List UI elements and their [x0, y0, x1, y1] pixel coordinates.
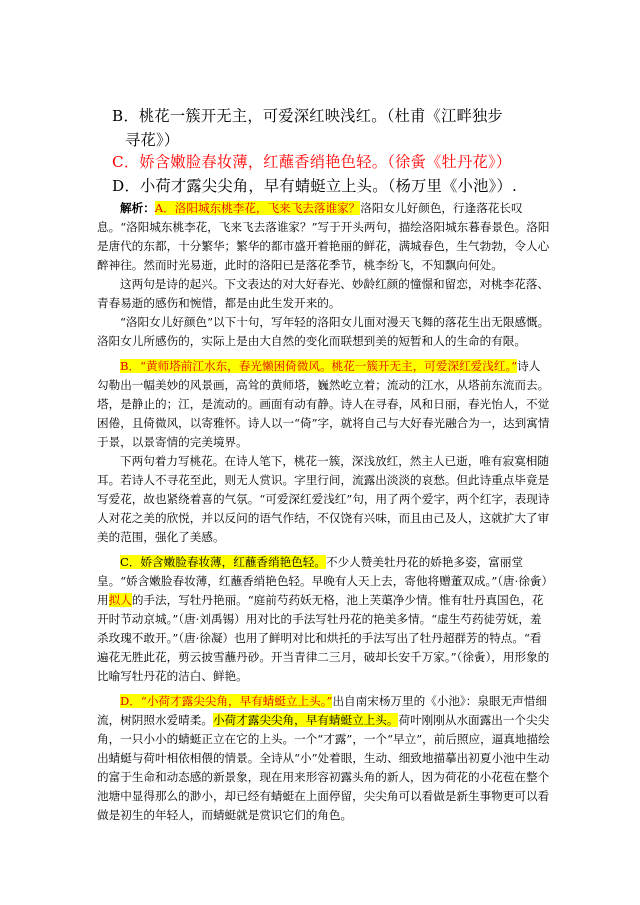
- highlight-b: B．“黄师塔前江水东，春光懒困倚微风。桃花一簇开无主，可爱深红爱浅红。”: [120, 359, 518, 373]
- analysis-paragraph-a: [97, 199, 551, 275]
- analysis-paragraph-c: [97, 553, 551, 686]
- analysis-d-text2: 荷叶刚刚从水面露出一个尖尖角，一只小小的蜻蜓正立在它的上头。一个“才露”，一个“早立”，前后照应，逼真地描绘出蜻蜓与荷叶相依相偎的情景。全诗从“小”处着眼，生动、细致地描摹出初夏小池中生动的富于生命和动态感的新景象，现在用来形容初露头角的新人，因为荷花的小花苞在整个池塘中显得那么的渺小，却已经有蜻蜓在上面停留，尖尖角可以看做是新生事物更可以看做是初生的年轻人，而蜻蜓就是赏识它们的角色。: [97, 713, 550, 822]
- analysis-label: 解析：: [120, 201, 155, 215]
- option-c: C．娇含嫩脸春妆薄，红蘸香绡艳色轻。（徐夤《牡丹花》）: [112, 153, 512, 171]
- analysis-paragraph-2: 这两句是诗的起兴。下文表达的对大好春光、妙龄红颜的憧憬和留恋，对桃李花落、青春易逝的感伤和惋惜，都是由此生发开来的。: [97, 277, 549, 310]
- analysis-body: [97, 199, 551, 825]
- analysis-paragraph-b: [97, 357, 551, 452]
- highlight-d: D．“小荷才露尖尖角，早有蜻蜓立上头。”: [120, 694, 333, 708]
- analysis-c-text2: 的手法，写牡丹艳丽。“庭前芍药妖无格，池上芙蕖净少情。惟有牡丹真国色，花开时节动京城。”（唐·刘禹锡）用对比的手法写牡丹花的艳美多情。“虚生芍药徒劳妩，羞杀玫瑰不敢开。”（唐·徐凝）也用了鲜明对比和烘托的手法写出了牡丹超群芳的特点。“看遍花无胜此花，剪云披雪蘸丹砂。开当青律二三月，破却长安千万家。”（徐夤），用形象的比喻写牡丹花的洁白、鲜艳。: [97, 593, 550, 683]
- analysis-paragraph-d: [97, 692, 551, 825]
- analysis-b-text: 诗人勾勒出一幅美妙的风景画，高耸的黄师塔，巍然屹立着；流动的江水，从塔前东流而去。塔，是静止的；江，是流动的。画面有动有静。诗人在寻春，风和日丽，春光怡人，不觉困倦，且倚微风，以寄雅怀。诗人以一“倚”字，就将自己与大好春光融合为一，达到寓情于景，以景寄情的完美境界。: [97, 359, 550, 449]
- option-d: D．小荷才露尖尖角，早有蜻蜓立上头。（杨万里《小池》）.: [112, 177, 518, 195]
- highlight-a: A．洛阳城东桃李花，飞来飞去落谁家？: [154, 201, 361, 215]
- highlight-c-mark: 拟人: [108, 593, 132, 607]
- option-b-line1: B．桃花一簇开无主，可爱深红映浅红。（杜甫《江畔独步: [112, 107, 504, 125]
- analysis-a-text: 洛阳女儿好颜色，行逢落花长叹息。“洛阳城东桃李花，飞来飞去落谁家？”写于开头两句，描绘洛阳城东暮春景色。洛阳是唐代的东都，十分繁华；繁华的都市盛开着艳丽的鲜花，满城春色，生气勃勃，令人心醉神往。然而时光易逝，此时的洛阳已是落花季节，桃李纷飞，不知飘向何处。: [97, 201, 550, 272]
- analysis-d-text1: 出自南宋杨万里的《小池》：泉眼无声惜细流，树阴照水爱晴柔。: [97, 694, 547, 727]
- highlight-c: C．娇含嫩脸春妆薄，红蘸香绡艳色轻。: [120, 555, 326, 569]
- analysis-paragraph-3: “洛阳女儿好颜色”以下十句，写年轻的洛阳女儿面对漫天飞舞的落花生出无限感慨。洛阳女儿所感伤的，实际上是由大自然的变化而联想到美的短暂和人的生命的有限。: [97, 315, 550, 348]
- highlight-d-line: 小荷才露尖尖角，早有蜻蜓立上头。: [212, 713, 399, 727]
- option-b-line2: 寻花》）: [125, 131, 180, 149]
- analysis-c-text1: 不少人赞美牡丹花的娇艳多姿，富丽堂皇。“娇含嫩脸春妆薄，红蘸香绡艳色轻。早晚有人天上去，寄他将赠董双成。”（唐·徐夤）用: [97, 555, 548, 607]
- analysis-paragraph-5: 下两句着力写桃花。在诗人笔下，桃花一簇，深浅放红，然主人已逝，唯有寂寞相随耳。若诗人不寻花至此，则无人赏识。字里行间，流露出淡淡的哀愁。但此诗重点毕竟是写爱花，故也紧绕着喜的气氛。“可爱深红爱浅红”句，用了两个爱字，两个红字，表现诗人对花之美的欣悦，并以反问的语气作结，不仅饶有兴味，而且由己及人，这就扩大了审美的范围，强化了美感。: [97, 454, 550, 544]
